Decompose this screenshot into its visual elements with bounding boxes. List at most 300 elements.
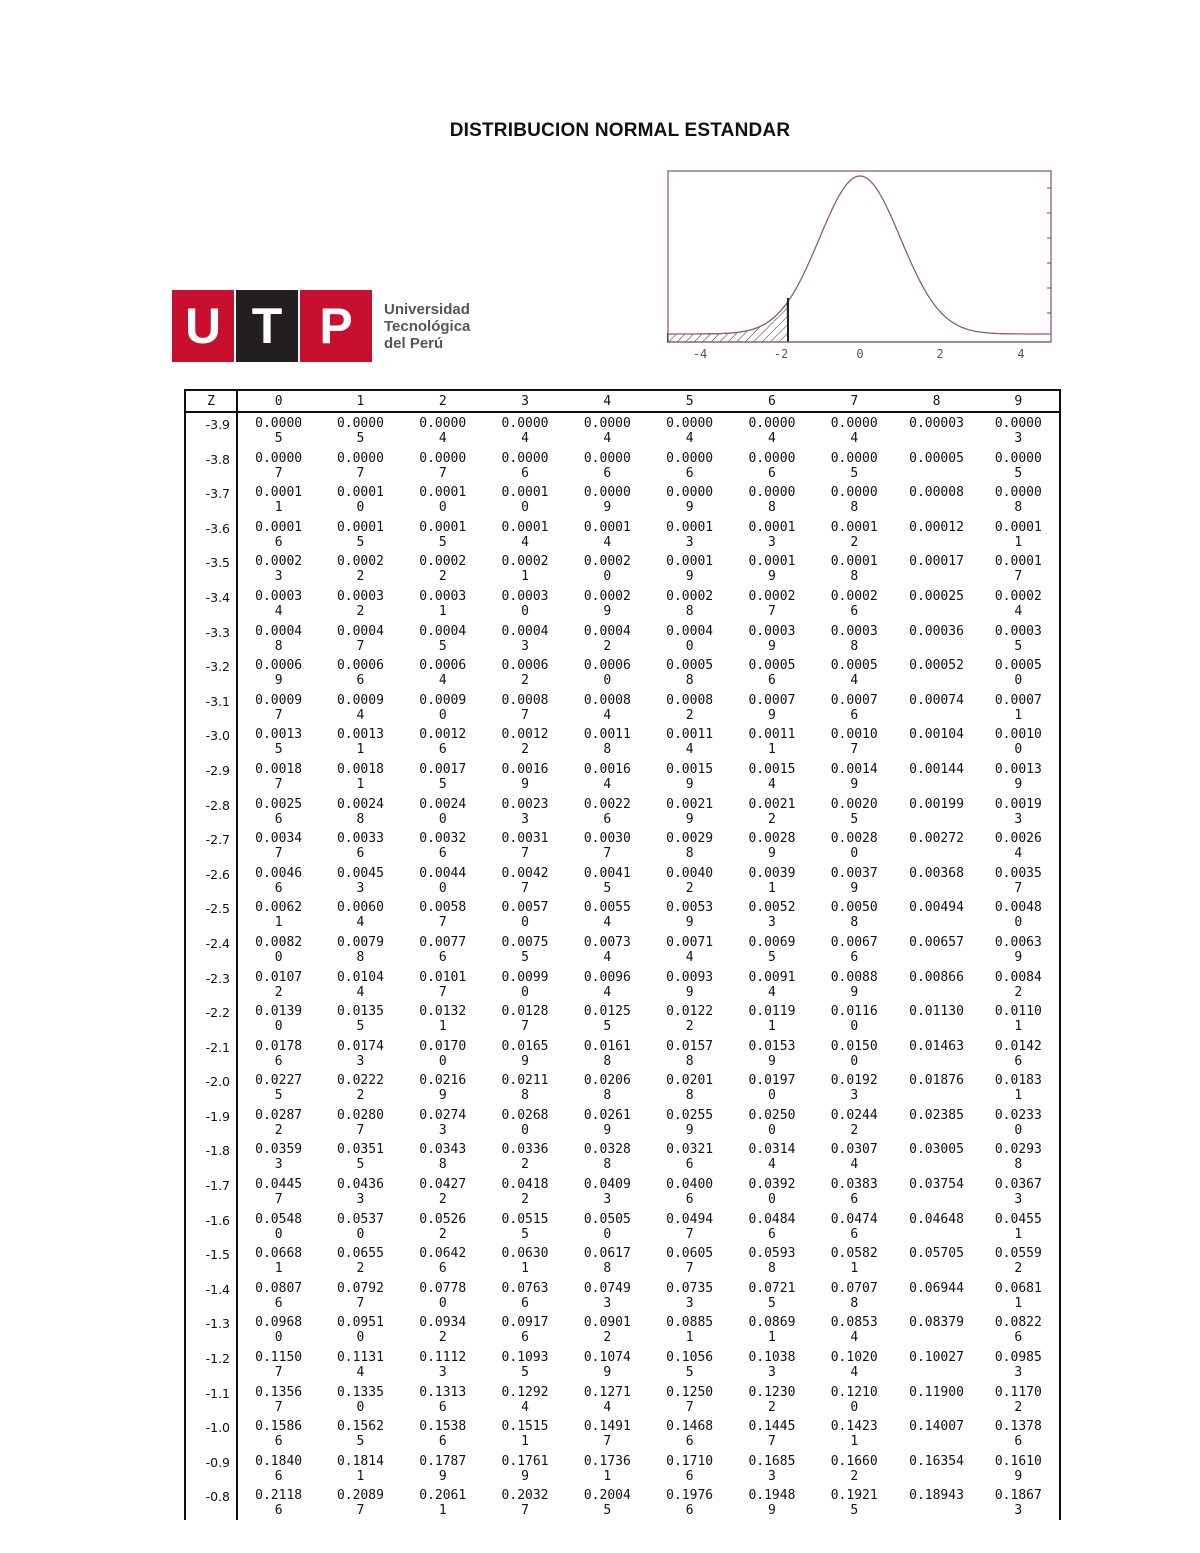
probability-value: 0.1378 6 [994,1419,1042,1450]
probability-cell [319,1347,401,1382]
z-value-cell: -2.5 [185,897,237,932]
probability-cell [731,690,813,725]
probability-cell [895,1139,977,1174]
probability-value: 0.1515 1 [501,1419,549,1450]
probability-value: 0.0006 6 [336,658,384,689]
probability-value: 0.2061 1 [419,1488,467,1519]
x-tick-label: 4 [1017,347,1025,361]
probability-value: 0.0383 6 [830,1177,878,1208]
probability-cell [648,1243,730,1278]
probability-value: 0.0041 5 [583,865,631,896]
probability-cell [895,551,977,586]
probability-cell [813,759,895,794]
probability-cell [237,1243,319,1278]
probability-value: 0.0244 2 [830,1107,878,1138]
logo-text-line: del Perú [384,334,444,352]
probability-value: 0.0003 8 [830,623,878,654]
probability-value: 0.0024 0 [419,796,467,827]
probability-value: 0.0026 4 [994,831,1042,862]
probability-cell [484,967,566,1002]
probability-value: 0.0002 7 [748,588,796,619]
probability-value: 0.0001 2 [830,519,878,550]
probability-cell [895,932,977,967]
probability-cell [895,1036,977,1071]
probability-cell [895,1105,977,1140]
probability-value: 0.0593 8 [748,1246,796,1277]
probability-value: 0.0515 5 [501,1211,549,1242]
probability-cell [566,412,648,448]
probability-cell [813,1001,895,1036]
probability-value: 0.0004 7 [336,623,384,654]
probability-value: 0.0494 7 [666,1211,714,1242]
probability-value: 0.0001 8 [830,554,878,585]
probability-cell [978,1070,1060,1105]
probability-cell [648,690,730,725]
probability-value: 0.0002 4 [994,588,1042,619]
probability-value: 0.0053 9 [666,900,714,931]
probability-value: 0.2089 7 [336,1488,384,1519]
probability-cell [402,1416,484,1451]
probability-cell [484,1278,566,1313]
probability-value: 0.0255 9 [666,1107,714,1138]
z-value-cell: -1.5 [185,1243,237,1278]
probability-value: 0.0000 4 [583,416,631,446]
probability-cell [402,897,484,932]
probability-value: 0.1562 5 [336,1419,384,1450]
probability-value: 0.0280 7 [336,1107,384,1138]
probability-value: 0.2004 5 [583,1488,631,1519]
probability-value: 0.0096 4 [583,969,631,1000]
probability-value: 0.1710 6 [666,1453,714,1484]
probability-cell [402,1036,484,1071]
probability-value: 0.0060 4 [336,900,384,931]
probability-value: 0.0093 9 [666,969,714,1000]
probability-cell [813,1209,895,1244]
probability-value: 0.1610 9 [994,1453,1042,1484]
probability-cell [731,1451,813,1486]
probability-cell [484,828,566,863]
probability-value: 0.0505 0 [583,1211,631,1242]
probability-value: 0.0003 4 [255,588,303,619]
probability-cell [319,794,401,829]
probability-cell [978,1312,1060,1347]
probability-value: 0.0192 3 [830,1073,878,1104]
probability-cell [566,932,648,967]
table-row [185,1209,1060,1244]
probability-value: 0.0222 2 [336,1073,384,1104]
table-row [185,1243,1060,1278]
probability-value: 0.0005 6 [748,658,796,689]
probability-value: 0.0003 9 [748,623,796,654]
probability-value: 0.0014 9 [830,761,878,792]
probability-cell [237,690,319,725]
probability-value: 0.1038 3 [748,1350,796,1381]
probability-cell [813,1312,895,1347]
probability-value: 0.1761 9 [501,1453,549,1484]
probability-value: 0.0002 6 [830,588,878,619]
probability-value: 0.0165 9 [501,1038,549,1069]
probability-value: 0.03005 [909,1142,964,1158]
probability-cell [484,586,566,621]
probability-value: 0.1292 4 [501,1384,549,1415]
probability-value: 0.1112 3 [419,1350,467,1381]
table-row [185,586,1060,621]
probability-value: 0.0735 3 [666,1280,714,1311]
probability-cell [237,1451,319,1486]
probability-cell [978,1105,1060,1140]
probability-cell [648,1036,730,1071]
probability-value: 0.0010 0 [994,727,1042,758]
probability-value: 0.0630 1 [501,1246,549,1277]
probability-value: 0.1150 7 [255,1350,303,1381]
probability-cell [566,1174,648,1209]
probability-value: 0.0000 7 [336,450,384,481]
probability-value: 0.00104 [909,727,964,743]
probability-value: 0.0101 7 [419,969,467,1000]
probability-cell [402,1312,484,1347]
probability-value: 0.0216 9 [419,1073,467,1104]
probability-cell [895,828,977,863]
probability-value: 0.0044 0 [419,865,467,896]
probability-cell [978,1382,1060,1417]
probability-cell [895,482,977,517]
z-value-cell: -3.8 [185,448,237,483]
probability-value: 0.14007 [909,1419,964,1435]
probability-cell [402,1209,484,1244]
utp-logo [172,290,470,362]
probability-cell [402,690,484,725]
probability-value: 0.00144 [909,761,964,777]
probability-cell [566,1209,648,1244]
probability-cell [895,621,977,656]
probability-value: 0.00003 [909,416,964,431]
probability-value: 0.0853 4 [830,1315,878,1346]
probability-cell [237,1485,319,1520]
probability-value: 0.1840 6 [255,1453,303,1484]
probability-value: 0.0211 8 [501,1073,549,1104]
probability-cell [566,1451,648,1486]
probability-value: 0.0055 4 [583,900,631,931]
probability-value: 0.0024 8 [336,796,384,827]
probability-value: 0.2032 7 [501,1488,549,1519]
probability-value: 0.0000 3 [994,416,1042,446]
probability-cell [731,1105,813,1140]
probability-value: 0.00012 [909,519,964,535]
table-row [185,448,1060,483]
probability-cell [237,1209,319,1244]
probability-value: 0.0046 6 [255,865,303,896]
z-value-cell: -2.3 [185,967,237,1002]
probability-cell [237,1036,319,1071]
probability-value: 0.1491 7 [583,1419,631,1450]
logo-letter-t: T [236,290,298,362]
probability-cell [813,724,895,759]
probability-value: 0.0025 6 [255,796,303,827]
probability-value: 0.0293 8 [994,1142,1042,1173]
probability-value: 0.0351 5 [336,1142,384,1173]
probability-value: 0.0537 0 [336,1211,384,1242]
probability-value: 0.0142 6 [994,1038,1042,1069]
probability-cell [402,863,484,898]
z-value-cell: -0.9 [185,1451,237,1486]
probability-value: 0.0201 8 [666,1073,714,1104]
probability-value: 0.0000 4 [419,416,467,446]
probability-value: 0.0021 9 [666,796,714,827]
probability-cell [402,517,484,552]
probability-value: 0.0000 5 [336,416,384,446]
probability-value: 0.0001 4 [583,519,631,550]
table-row [185,551,1060,586]
probability-value: 0.0013 5 [255,727,303,758]
probability-cell [895,1001,977,1036]
probability-value: 0.0006 2 [501,658,549,689]
table-row [185,863,1060,898]
probability-value: 0.0004 2 [583,623,631,654]
probability-cell [484,1070,566,1105]
probability-value: 0.0028 9 [748,831,796,862]
probability-cell [566,586,648,621]
z-value-cell: -1.7 [185,1174,237,1209]
probability-value: 0.0000 6 [666,450,714,481]
probability-value: 0.0328 8 [583,1142,631,1173]
probability-value: 0.0968 0 [255,1315,303,1346]
probability-cell [319,967,401,1002]
probability-cell [895,1485,977,1520]
probability-cell [237,967,319,1002]
probability-cell [237,1139,319,1174]
probability-value: 0.0157 8 [666,1038,714,1069]
probability-cell [402,794,484,829]
probability-value: 0.0006 9 [255,658,303,689]
probability-cell [319,655,401,690]
probability-cell [731,759,813,794]
x-tick-label: -4 [692,347,708,361]
probability-cell [484,897,566,932]
probability-cell [566,551,648,586]
z-value-cell: -3.1 [185,690,237,725]
table-row [185,1416,1060,1451]
probability-value: 0.0011 1 [748,727,796,758]
probability-value: 0.0021 2 [748,796,796,827]
probability-value: 0.0000 8 [748,485,796,516]
probability-value: 0.10027 [909,1350,964,1366]
probability-value: 0.0445 7 [255,1177,303,1208]
probability-cell [566,724,648,759]
probability-value: 0.0001 6 [255,519,303,550]
probability-cell [978,1209,1060,1244]
probability-value: 0.0548 0 [255,1211,303,1242]
probability-value: 0.0000 9 [666,485,714,516]
probability-cell [813,897,895,932]
probability-value: 0.0008 2 [666,692,714,723]
column-header: 5 [648,390,730,412]
probability-value: 0.0013 1 [336,727,384,758]
probability-cell [319,897,401,932]
probability-value: 0.0321 6 [666,1142,714,1173]
probability-cell [237,1278,319,1313]
probability-value: 0.0003 2 [336,588,384,619]
probability-cell [319,448,401,483]
probability-value: 0.0040 2 [666,865,714,896]
probability-cell [978,448,1060,483]
probability-cell [319,1105,401,1140]
probability-cell [731,897,813,932]
probability-value: 0.0161 8 [583,1038,631,1069]
probability-cell [731,1278,813,1313]
probability-cell [978,1485,1060,1520]
probability-cell [484,1209,566,1244]
probability-value: 0.0016 4 [583,761,631,792]
probability-value: 0.0336 2 [501,1142,549,1173]
probability-value: 0.00052 [909,658,964,674]
probability-value: 0.1210 0 [830,1384,878,1415]
probability-cell [648,1485,730,1520]
probability-value: 0.0681 1 [994,1280,1042,1311]
probability-value: 0.0183 1 [994,1073,1042,1104]
probability-value: 0.1423 1 [830,1419,878,1450]
probability-value: 0.0605 7 [666,1246,714,1277]
probability-cell [978,1243,1060,1278]
probability-cell [402,932,484,967]
column-header: 7 [813,390,895,412]
probability-cell [895,759,977,794]
probability-cell [978,1347,1060,1382]
table-row [185,1174,1060,1209]
probability-cell [237,551,319,586]
probability-value: 0.0000 5 [994,450,1042,481]
probability-value: 0.1685 3 [748,1453,796,1484]
probability-value: 0.0015 4 [748,761,796,792]
probability-cell [648,1070,730,1105]
probability-value: 0.0004 8 [255,623,303,654]
probability-value: 0.00272 [909,831,964,847]
table-row [185,482,1060,517]
probability-value: 0.04648 [909,1211,964,1227]
table-row [185,690,1060,725]
table-row [185,759,1060,794]
probability-value: 0.0668 1 [255,1246,303,1277]
column-header: 6 [731,390,813,412]
probability-cell [813,1382,895,1417]
probability-value: 0.0032 6 [419,831,467,862]
probability-cell [895,1451,977,1486]
probability-cell [895,1347,977,1382]
probability-cell [484,1485,566,1520]
probability-cell [484,1174,566,1209]
column-header: 9 [978,390,1060,412]
probability-cell [895,1278,977,1313]
probability-value: 0.0000 6 [583,450,631,481]
probability-cell [237,1382,319,1417]
probability-value: 0.0287 2 [255,1107,303,1138]
probability-value: 0.0009 0 [419,692,467,723]
probability-cell [813,794,895,829]
probability-value: 0.0001 1 [994,519,1042,550]
probability-value: 0.0063 9 [994,934,1042,965]
probability-cell [402,828,484,863]
z-value-cell: -3.0 [185,724,237,759]
probability-value: 0.0002 2 [336,554,384,585]
probability-value: 0.0474 6 [830,1211,878,1242]
probability-value: 0.0170 0 [419,1038,467,1069]
probability-value: 0.0951 0 [336,1315,384,1346]
probability-cell [484,551,566,586]
probability-value: 0.0007 9 [748,692,796,723]
probability-value: 0.02385 [909,1107,964,1123]
probability-value: 0.1250 7 [666,1384,714,1415]
probability-value: 0.01130 [909,1004,964,1020]
probability-cell [402,1139,484,1174]
probability-cell [978,828,1060,863]
probability-value: 0.0037 9 [830,865,878,896]
z-value-cell: -2.8 [185,794,237,829]
probability-cell [237,586,319,621]
probability-cell [237,828,319,863]
probability-value: 0.0018 1 [336,761,384,792]
probability-value: 0.0119 1 [748,1004,796,1035]
probability-cell [895,1070,977,1105]
probability-cell [402,1278,484,1313]
probability-cell [402,1070,484,1105]
probability-value: 0.0985 3 [994,1350,1042,1381]
probability-cell [566,448,648,483]
probability-cell [484,794,566,829]
probability-cell [319,551,401,586]
probability-cell [895,586,977,621]
probability-cell [484,1382,566,1417]
probability-value: 0.0000 8 [994,485,1042,516]
probability-cell [731,1243,813,1278]
probability-value: 0.0028 0 [830,831,878,862]
probability-cell [237,482,319,517]
probability-cell [648,1174,730,1209]
probability-value: 0.1230 2 [748,1384,796,1415]
page-title: DISTRIBUCION NORMAL ESTANDAR [449,120,791,141]
probability-cell [566,1070,648,1105]
probability-value: 0.0885 1 [666,1315,714,1346]
probability-value: 0.0006 4 [419,658,467,689]
probability-cell [319,759,401,794]
probability-cell [648,655,730,690]
probability-cell [566,863,648,898]
probability-cell [566,482,648,517]
probability-cell [484,412,566,448]
probability-cell [237,1312,319,1347]
probability-value: 0.0934 2 [419,1315,467,1346]
probability-value: 0.0029 8 [666,831,714,862]
probability-cell [402,724,484,759]
probability-cell [237,724,319,759]
table-row [185,828,1060,863]
chart-frame [668,171,1051,342]
probability-value: 0.0030 7 [583,831,631,862]
probability-value: 0.0052 3 [748,900,796,931]
probability-value: 0.0000 8 [830,485,878,516]
probability-value: 0.0707 8 [830,1280,878,1311]
probability-value: 0.0822 6 [994,1315,1042,1346]
column-header: 4 [566,390,648,412]
probability-cell [484,759,566,794]
probability-value: 0.0000 5 [255,416,303,446]
probability-cell [895,1209,977,1244]
probability-value: 0.0071 4 [666,934,714,965]
z-value-cell: -2.4 [185,932,237,967]
table-row [185,1278,1060,1313]
probability-cell [484,517,566,552]
z-value-cell: -1.0 [185,1416,237,1451]
probability-value: 0.0009 4 [336,692,384,723]
probability-cell [813,1485,895,1520]
